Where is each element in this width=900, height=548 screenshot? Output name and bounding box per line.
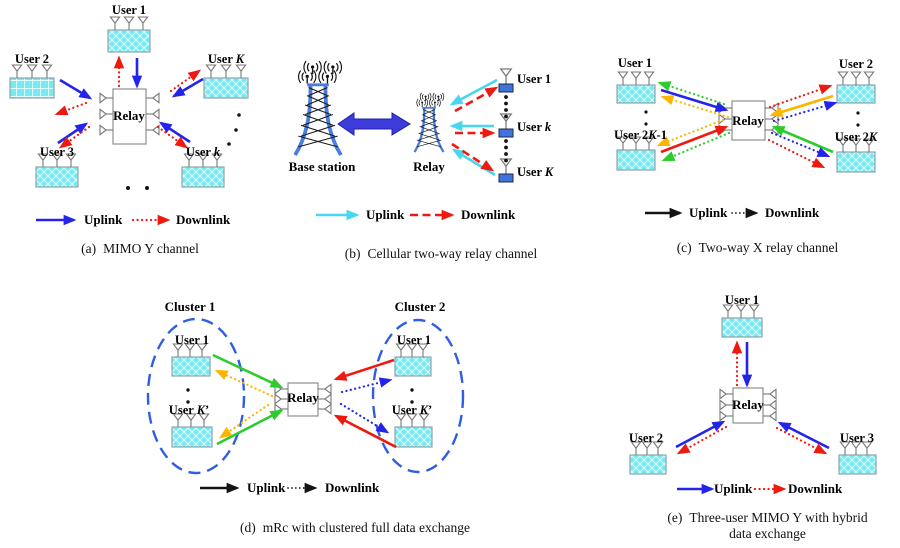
fig-b-userk-label: User k bbox=[517, 120, 552, 134]
fig-a-userk-label: User k bbox=[185, 145, 221, 159]
downlink-arrow bbox=[777, 428, 825, 453]
fig-b-legend-downlink: Downlink bbox=[461, 207, 516, 222]
user-node bbox=[630, 442, 666, 474]
fig-d-legend-downlink: Downlink bbox=[325, 480, 380, 495]
fig-c-user2Km1-label: User 2K-1 bbox=[614, 128, 667, 142]
fig-d-c1-userK-label: User K’ bbox=[168, 403, 210, 417]
fig-e-user1-label: User 1 bbox=[724, 293, 760, 307]
fig-a-relay-label: Relay bbox=[113, 108, 145, 123]
user-device bbox=[499, 159, 513, 182]
uplink-arrow bbox=[217, 411, 281, 444]
uplink-arrow bbox=[336, 416, 396, 447]
fig-d-cluster2-label: Cluster 2 bbox=[394, 299, 446, 314]
downlink-arrow bbox=[772, 133, 828, 156]
fig-c-user2K-label: User 2K bbox=[834, 130, 878, 144]
fig-d-caption: (d) mRc with clustered full data exchange bbox=[239, 520, 471, 535]
uplink-arrow bbox=[58, 124, 86, 143]
user-node bbox=[172, 344, 210, 376]
user-node bbox=[395, 414, 432, 447]
uplink-arrow bbox=[774, 127, 833, 152]
fig-a-user1-label: User 1 bbox=[111, 3, 147, 17]
fig-e-user2-label: User 2 bbox=[628, 431, 664, 445]
fig-a-caption: (a) MIMO Y channel bbox=[81, 241, 199, 256]
fig-e-caption-line2: data exchange bbox=[729, 526, 806, 541]
fig-a-legend-downlink: Downlink bbox=[176, 212, 231, 227]
fig-c-legend-uplink: Uplink bbox=[689, 205, 728, 220]
fig-c-legend-downlink: Downlink bbox=[765, 205, 820, 220]
user-node bbox=[204, 65, 248, 98]
uplink-arrow bbox=[772, 96, 833, 115]
fig-b-relay-label: Relay bbox=[413, 159, 445, 174]
user-node bbox=[617, 72, 655, 103]
fig-d-legend-uplink: Uplink bbox=[247, 480, 286, 495]
fig-a-userK-label: User K bbox=[207, 52, 245, 66]
relay-tower-icon bbox=[415, 93, 444, 152]
user-device bbox=[499, 69, 513, 92]
user-node bbox=[10, 65, 54, 98]
fig-b-userK-label: User K bbox=[517, 165, 554, 179]
backbone-double-arrow bbox=[338, 113, 410, 135]
downlink-arrow bbox=[342, 380, 390, 392]
user-node bbox=[839, 442, 876, 474]
fig-b-base-station-label: Base station bbox=[288, 159, 356, 174]
user-node bbox=[108, 17, 150, 52]
fig-c-user2-label: User 2 bbox=[838, 57, 874, 71]
uplink-arrow bbox=[60, 80, 90, 98]
downlink-arrow bbox=[57, 103, 86, 114]
fig-d-relay-label: Relay bbox=[287, 390, 319, 405]
fig-b-caption: (b) Cellular two-way relay channel bbox=[344, 246, 538, 261]
uplink-arrow bbox=[454, 150, 495, 175]
uplink-arrow bbox=[213, 355, 281, 387]
fig-b-graphics bbox=[295, 61, 513, 215]
user-node bbox=[722, 305, 762, 337]
uplink-arrow bbox=[174, 79, 203, 96]
fig-b-legend-uplink: Uplink bbox=[366, 207, 405, 222]
downlink-arrow bbox=[171, 71, 199, 91]
fig-d-c2-userK-label: User K’ bbox=[391, 403, 433, 417]
uplink-arrow bbox=[336, 360, 394, 379]
fig-d-cluster1-label: Cluster 1 bbox=[164, 299, 216, 314]
user-node bbox=[172, 414, 212, 447]
fig-c-user1-label: User 1 bbox=[617, 56, 653, 70]
fig-d-c2-user1-label: User 1 bbox=[396, 333, 432, 347]
fig-d-c1-user1-label: User 1 bbox=[174, 333, 210, 347]
fig-a-user2-label: User 2 bbox=[14, 52, 50, 66]
fig-c-caption: (c) Two-way X relay channel bbox=[676, 240, 839, 255]
fig-c-relay-label: Relay bbox=[732, 113, 764, 128]
fig-e-user3-label: User 3 bbox=[839, 431, 875, 445]
fig-e-caption-line1: (e) Three-user MIMO Y with hybrid bbox=[667, 510, 868, 525]
fig-e-relay-label: Relay bbox=[732, 397, 764, 412]
base-station-tower-icon bbox=[295, 61, 341, 155]
downlink-arrow bbox=[679, 427, 726, 453]
fig-a-legend-uplink: Uplink bbox=[84, 212, 123, 227]
user-node bbox=[837, 72, 875, 103]
downlink-arrow bbox=[770, 86, 830, 107]
fig-e-legend-uplink: Uplink bbox=[714, 481, 753, 496]
uplink-arrow bbox=[676, 422, 723, 447]
fig-a-user3-label: User 3 bbox=[39, 145, 75, 159]
fig-e-legend-downlink: Downlink bbox=[788, 481, 843, 496]
user-node bbox=[395, 344, 431, 376]
fig-b-user1-label: User 1 bbox=[517, 72, 552, 86]
